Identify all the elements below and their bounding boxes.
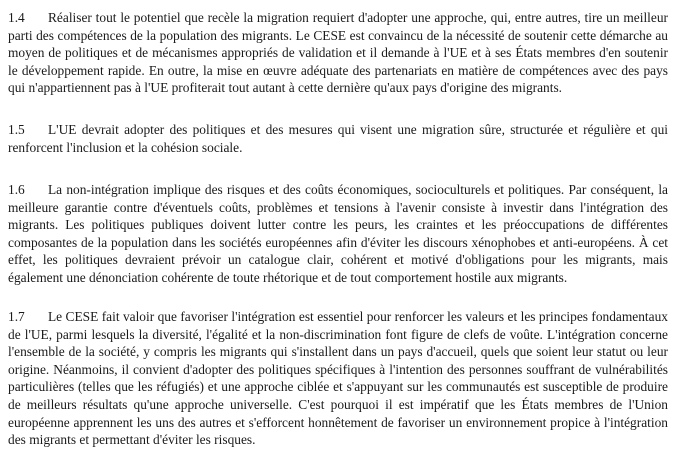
paragraph-number: 1.5 [8, 122, 25, 137]
paragraph-text: Le CESE fait valoir que favoriser l'intégration est essentiel pour renforcer les valeurs et les principes fondamentaux de l'UE, parmi lesquels la diversité, l'égalité et la non-discrimination font figure de clefs de voûte. L'intégration concerne l'ensemble de la société, y compris les migrants qui s'installent dans un pays d'accueil, quels que soient leur statut ou leur origine. Néanmoins, il convient d'adopter des politiques spécifiques à l'intention des personnes souffrant de vulnérabilités particulières (telles que les réfugiés) et une approche ciblée et s'appuyant sur les communautés est susceptible de produire de meilleurs résultats qu'une approche universelle. C'est pourquoi il est impératif que les États membres de l'Union européenne apprennent les uns des autres et s'efforcent honnêtement de favoriser un environnement propice à l'intégration des migrants et permettant d'éviter les risques. [8, 309, 668, 448]
paragraph-number: 1.4 [8, 10, 25, 25]
paragraph-1-7 [8, 308, 668, 449]
paragraph-text: L'UE devrait adopter des politiques et des mesures qui visent une migration sûre, structurée et régulière et qui renforcent l'inclusion et la cohésion sociale. [8, 122, 668, 155]
paragraph-text: Réaliser tout le potentiel que recèle la migration requiert d'adopter une approche, qui, entre autres, tire un meilleur parti des compétences de la population des migrants. Le CESE est convaincu de la nécessité de soutenir cette démarche au moyen de politiques et de mécanismes appropriés de validation et il demande à l'UE et à ses États membres d'en soutenir le développement rapide. En outre, la mise en œuvre adéquate des partenariats en matière de compétences avec des pays qui n'appartiennent pas à l'UE profiterait tout autant à cette dernière qu'aux pays d'origine des migrants. [8, 10, 668, 96]
paragraph-text: La non-intégration implique des risques et des coûts économiques, socioculturels et politiques. Par conséquent, la meilleure garantie contre d'éventuels coûts, problèmes et tensions à l'avenir consiste à investir dans l'intégration des migrants. Les politiques publiques doivent lutter contre les peurs, les craintes et les préoccupations de différentes composantes de la population dans les sociétés européennes afin d'éviter les discours xénophobes et anti-européens. À cet effet, les politiques devraient prévoir un catalogue clair, cohérent et motivé d'obligations pour les migrants, mais également une dénonciation cohérente de toute rhétorique et de tout comportement hostile aux migrants. [8, 182, 668, 285]
paragraph-1-5 [8, 121, 668, 156]
paragraph-1-4 [8, 9, 668, 97]
paragraph-1-6 [8, 181, 668, 287]
paragraph-number: 1.7 [8, 309, 25, 324]
paragraph-number: 1.6 [8, 182, 25, 197]
